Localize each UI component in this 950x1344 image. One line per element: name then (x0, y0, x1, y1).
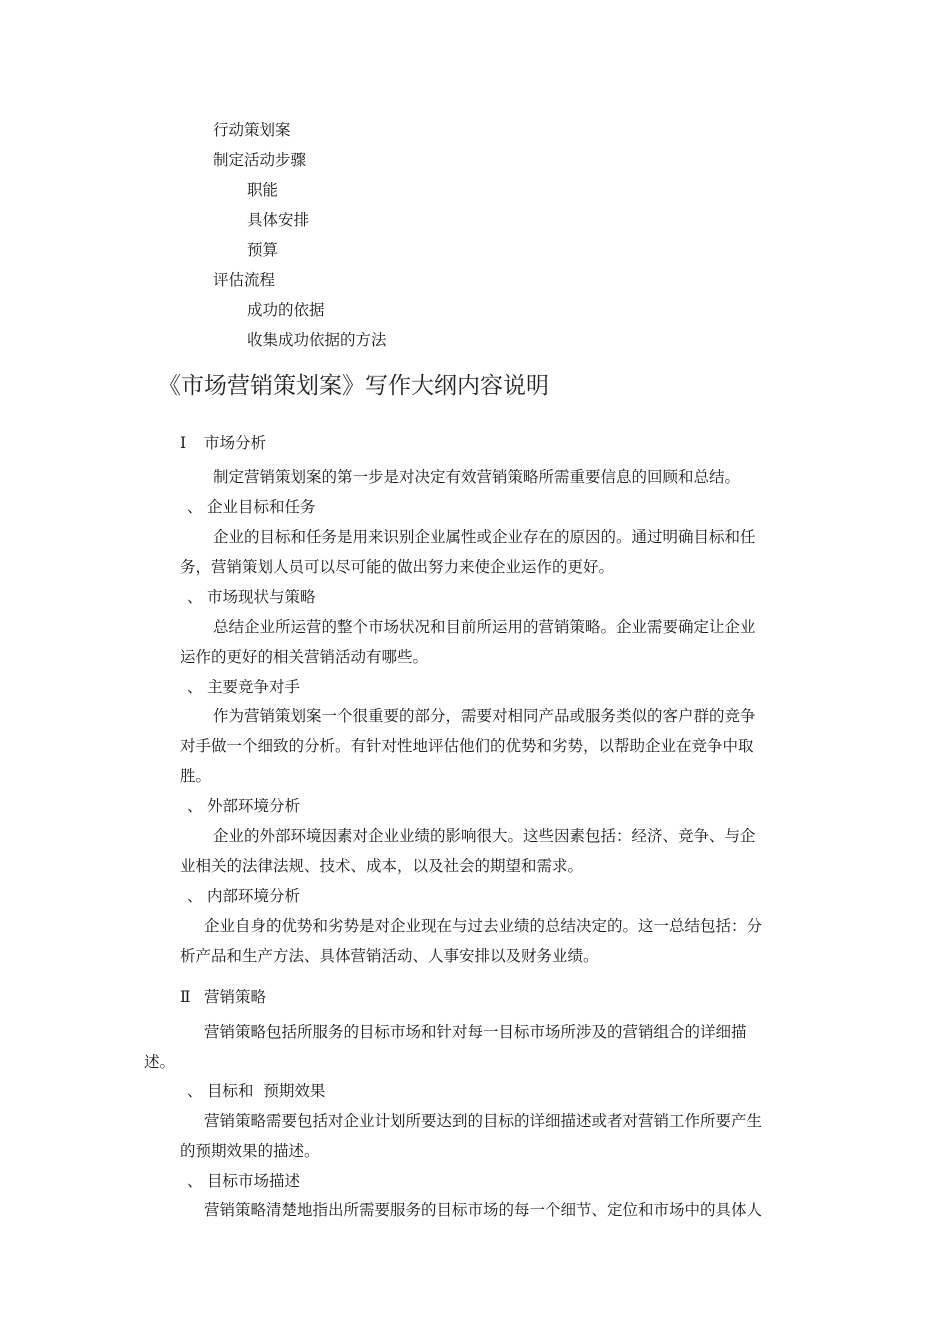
subsection-title: 企业目标和任务 (207, 498, 316, 516)
outline-subitem: 成功的依据 (247, 301, 325, 319)
document-title: 《市场营销策划案》写作大纲内容说明 (158, 373, 549, 399)
subsection-title: 目标市场描述 (207, 1172, 301, 1190)
paragraph-line: 企业自身的优势和劣势是对企业现在与过去业绩的总结决定的。这一总结包括：分 (204, 917, 763, 935)
paragraph-line: 的预期效果的描述。 (180, 1142, 320, 1160)
subsection-title: 目标和 预期效果 (207, 1082, 326, 1100)
paragraph-line: 作为营销策划案一个很重要的部分，需要对相同产品或服务类似的客户群的竞争 (213, 707, 756, 725)
list-marker: 、 (187, 887, 203, 905)
paragraph-line: 析产品和生产方法、具体营销活动、人事安排以及财务业绩。 (180, 947, 599, 965)
paragraph-line: 述。 (144, 1053, 176, 1071)
paragraph-line: 对手做一个细致的分析。有针对性地评估他们的优势和劣势，以帮助企业在竞争中取 (180, 737, 754, 755)
outline-subitem: 预算 (247, 241, 279, 259)
paragraph-line: 总结企业所运营的整个市场状况和目前所运用的营销策略。企业需要确定让企业 (213, 618, 756, 636)
paragraph-line: 业相关的法律法规、技术、成本，以及社会的期望和需求。 (180, 857, 584, 875)
subsection-heading (187, 677, 300, 697)
list-marker: 、 (187, 678, 203, 696)
paragraph-line: 营销策略包括所服务的目标市场和针对每一目标市场所涉及的营销组合的详细描 (204, 1023, 747, 1041)
list-marker: 、 (187, 1082, 203, 1100)
subsection-heading (187, 497, 316, 517)
paragraph-line: 企业的外部环境因素对企业业绩的影响很大。这些因素包括：经济、竞争、与企 (213, 827, 756, 845)
paragraph-line: 运作的更好的相关营销活动有哪些。 (180, 648, 429, 666)
paragraph-line: 制定营销策划案的第一步是对决定有效营销策略所需重要信息的回顾和总结。 (213, 468, 741, 486)
subsection-heading (187, 1171, 300, 1191)
section-number: Ⅱ (180, 988, 191, 1006)
outline-item: 行动策划案 (213, 121, 291, 139)
section-heading (180, 987, 266, 1007)
paragraph-line: 营销策略清楚地指出所需要服务的目标市场的每一个细节、定位和市场中的具体人 (204, 1201, 763, 1219)
subsection-title: 外部环境分析 (207, 797, 301, 815)
section-heading (180, 433, 266, 453)
section-title: 营销策略 (204, 988, 267, 1006)
subsection-heading (187, 1081, 325, 1101)
paragraph-line: 务，营销策划人员可以尽可能的做出努力来使企业运作的更好。 (180, 558, 615, 576)
subsection-heading (187, 587, 316, 607)
subsection-heading (187, 886, 300, 906)
list-marker: 、 (187, 498, 203, 516)
outline-subitem: 具体安排 (247, 211, 310, 229)
subsection-title: 主要竞争对手 (207, 678, 301, 696)
paragraph-line: 企业的目标和任务是用来识别企业属性或企业存在的原因的。通过明确目标和任 (213, 528, 756, 546)
subsection-title: 内部环境分析 (207, 887, 301, 905)
list-marker: 、 (187, 1172, 203, 1190)
subsection-heading (187, 796, 300, 816)
outline-item: 评估流程 (213, 271, 276, 289)
paragraph-line: 营销策略需要包括对企业计划所要达到的目标的详细描述或者对营销工作所要产生 (204, 1112, 763, 1130)
list-marker: 、 (187, 797, 203, 815)
outline-subitem: 收集成功依据的方法 (247, 331, 387, 349)
subsection-title: 市场现状与策略 (207, 588, 316, 606)
list-marker: 、 (187, 588, 203, 606)
outline-item: 制定活动步骤 (213, 151, 307, 169)
section-number: Ⅰ (180, 434, 187, 452)
section-title: 市场分析 (204, 434, 267, 452)
outline-subitem: 职能 (247, 181, 279, 199)
paragraph-line: 胜。 (180, 767, 212, 785)
